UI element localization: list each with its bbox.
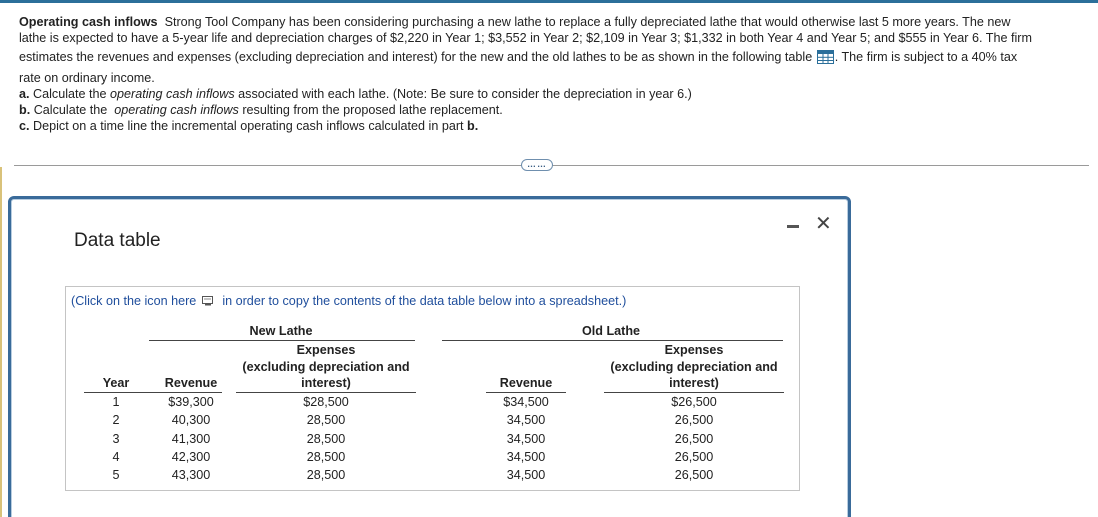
- table-cell-old-revenue: 34,500: [506, 413, 546, 427]
- table-cell-new-expenses: $28,500: [303, 395, 349, 409]
- table-cell-year: 5: [112, 468, 120, 482]
- close-icon[interactable]: ✕: [815, 213, 832, 235]
- problem-title: Operating cash inflows: [19, 15, 158, 29]
- table-cell-old-expenses: 26,500: [674, 432, 714, 446]
- data-table-panel: [65, 286, 800, 491]
- col-old-expenses: Expenses (excluding depreciation and interest): [610, 343, 778, 390]
- table-cell-new-revenue: 41,300: [171, 432, 211, 446]
- table-cell-old-revenue: 34,500: [506, 432, 546, 446]
- problem-line-1: Operating cash inflows Strong Tool Company has been considering purchasing a new lathe to replace a fully depreciated lathe that would otherwise last 5 more years. The new: [19, 15, 1011, 29]
- part-c: c. Depict on a time line the incremental operating cash inflows calculated in part b.: [19, 119, 479, 134]
- problem-line-3: estimates the revenues and expenses (excluding depreciation and interest) for the new and the old lathes to be as shown in the following table . The firm is subject to a 40% tax: [19, 50, 1018, 65]
- new-lathe-header: New Lathe: [249, 324, 313, 338]
- table-cell-new-expenses: 28,500: [306, 413, 346, 427]
- col-new-revenue: Revenue: [164, 376, 218, 390]
- problem-line-4: rate on ordinary income.: [19, 70, 155, 85]
- table-cell-new-expenses: 28,500: [306, 468, 346, 482]
- table-cell-old-expenses: 26,500: [674, 468, 714, 482]
- table-cell-old-revenue: 34,500: [506, 468, 546, 482]
- col-new-expenses: Expenses (excluding depreciation and interest): [242, 343, 410, 390]
- problem-statement: [19, 14, 1089, 134]
- table-cell-new-revenue: 42,300: [171, 450, 211, 464]
- table-cell-old-revenue: $34,500: [503, 395, 549, 409]
- old-lathe-rule: [442, 340, 783, 341]
- table-cell-old-expenses: 26,500: [674, 413, 714, 427]
- table-cell-new-revenue: $39,300: [168, 395, 214, 409]
- table-icon[interactable]: [817, 50, 834, 64]
- table-cell-new-revenue: 40,300: [171, 413, 211, 427]
- expand-more-button[interactable]: ……: [521, 159, 553, 171]
- copy-instructions: (Click on the icon here in order to copy the contents of the data table below into a spreadsheet.): [71, 294, 627, 308]
- old-lathe-header: Old Lathe: [581, 324, 641, 338]
- table-cell-year: 2: [112, 413, 120, 427]
- data-table-dialog: [8, 196, 851, 517]
- part-b: b. Calculate the operating cash inflows resulting from the proposed lathe replacement.: [19, 103, 503, 118]
- table-cell-new-expenses: 28,500: [306, 432, 346, 446]
- table-cell-year: 3: [112, 432, 120, 446]
- table-cell-new-revenue: 43,300: [171, 468, 211, 482]
- table-cell-old-expenses: 26,500: [674, 450, 714, 464]
- table-cell-new-expenses: 28,500: [306, 450, 346, 464]
- table-cell-old-revenue: 34,500: [506, 450, 546, 464]
- copy-to-spreadsheet-icon[interactable]: [202, 295, 214, 305]
- dialog-title: Data table: [74, 230, 161, 251]
- top-accent-bar: [0, 0, 1098, 3]
- minimize-icon[interactable]: [787, 225, 799, 228]
- col-year: Year: [102, 376, 130, 390]
- table-cell-old-expenses: $26,500: [671, 395, 717, 409]
- new-lathe-rule: [149, 340, 415, 341]
- left-accent-strip: [0, 167, 2, 517]
- table-cell-year: 4: [112, 450, 120, 464]
- part-a: a. Calculate the operating cash inflows associated with each lathe. (Note: Be sure to consider the depreciation in year 6.): [19, 86, 692, 101]
- problem-line-2: lathe is expected to have a 5-year life and depreciation charges of $2,220 in Year 1; $3,552 in Year 2; $2,109 in Year 3; $1,332 in both Year 4 and Year 5; and $555 in Year 6. The firm: [19, 31, 1032, 46]
- col-old-revenue: Revenue: [499, 376, 553, 390]
- table-cell-year: 1: [112, 395, 120, 409]
